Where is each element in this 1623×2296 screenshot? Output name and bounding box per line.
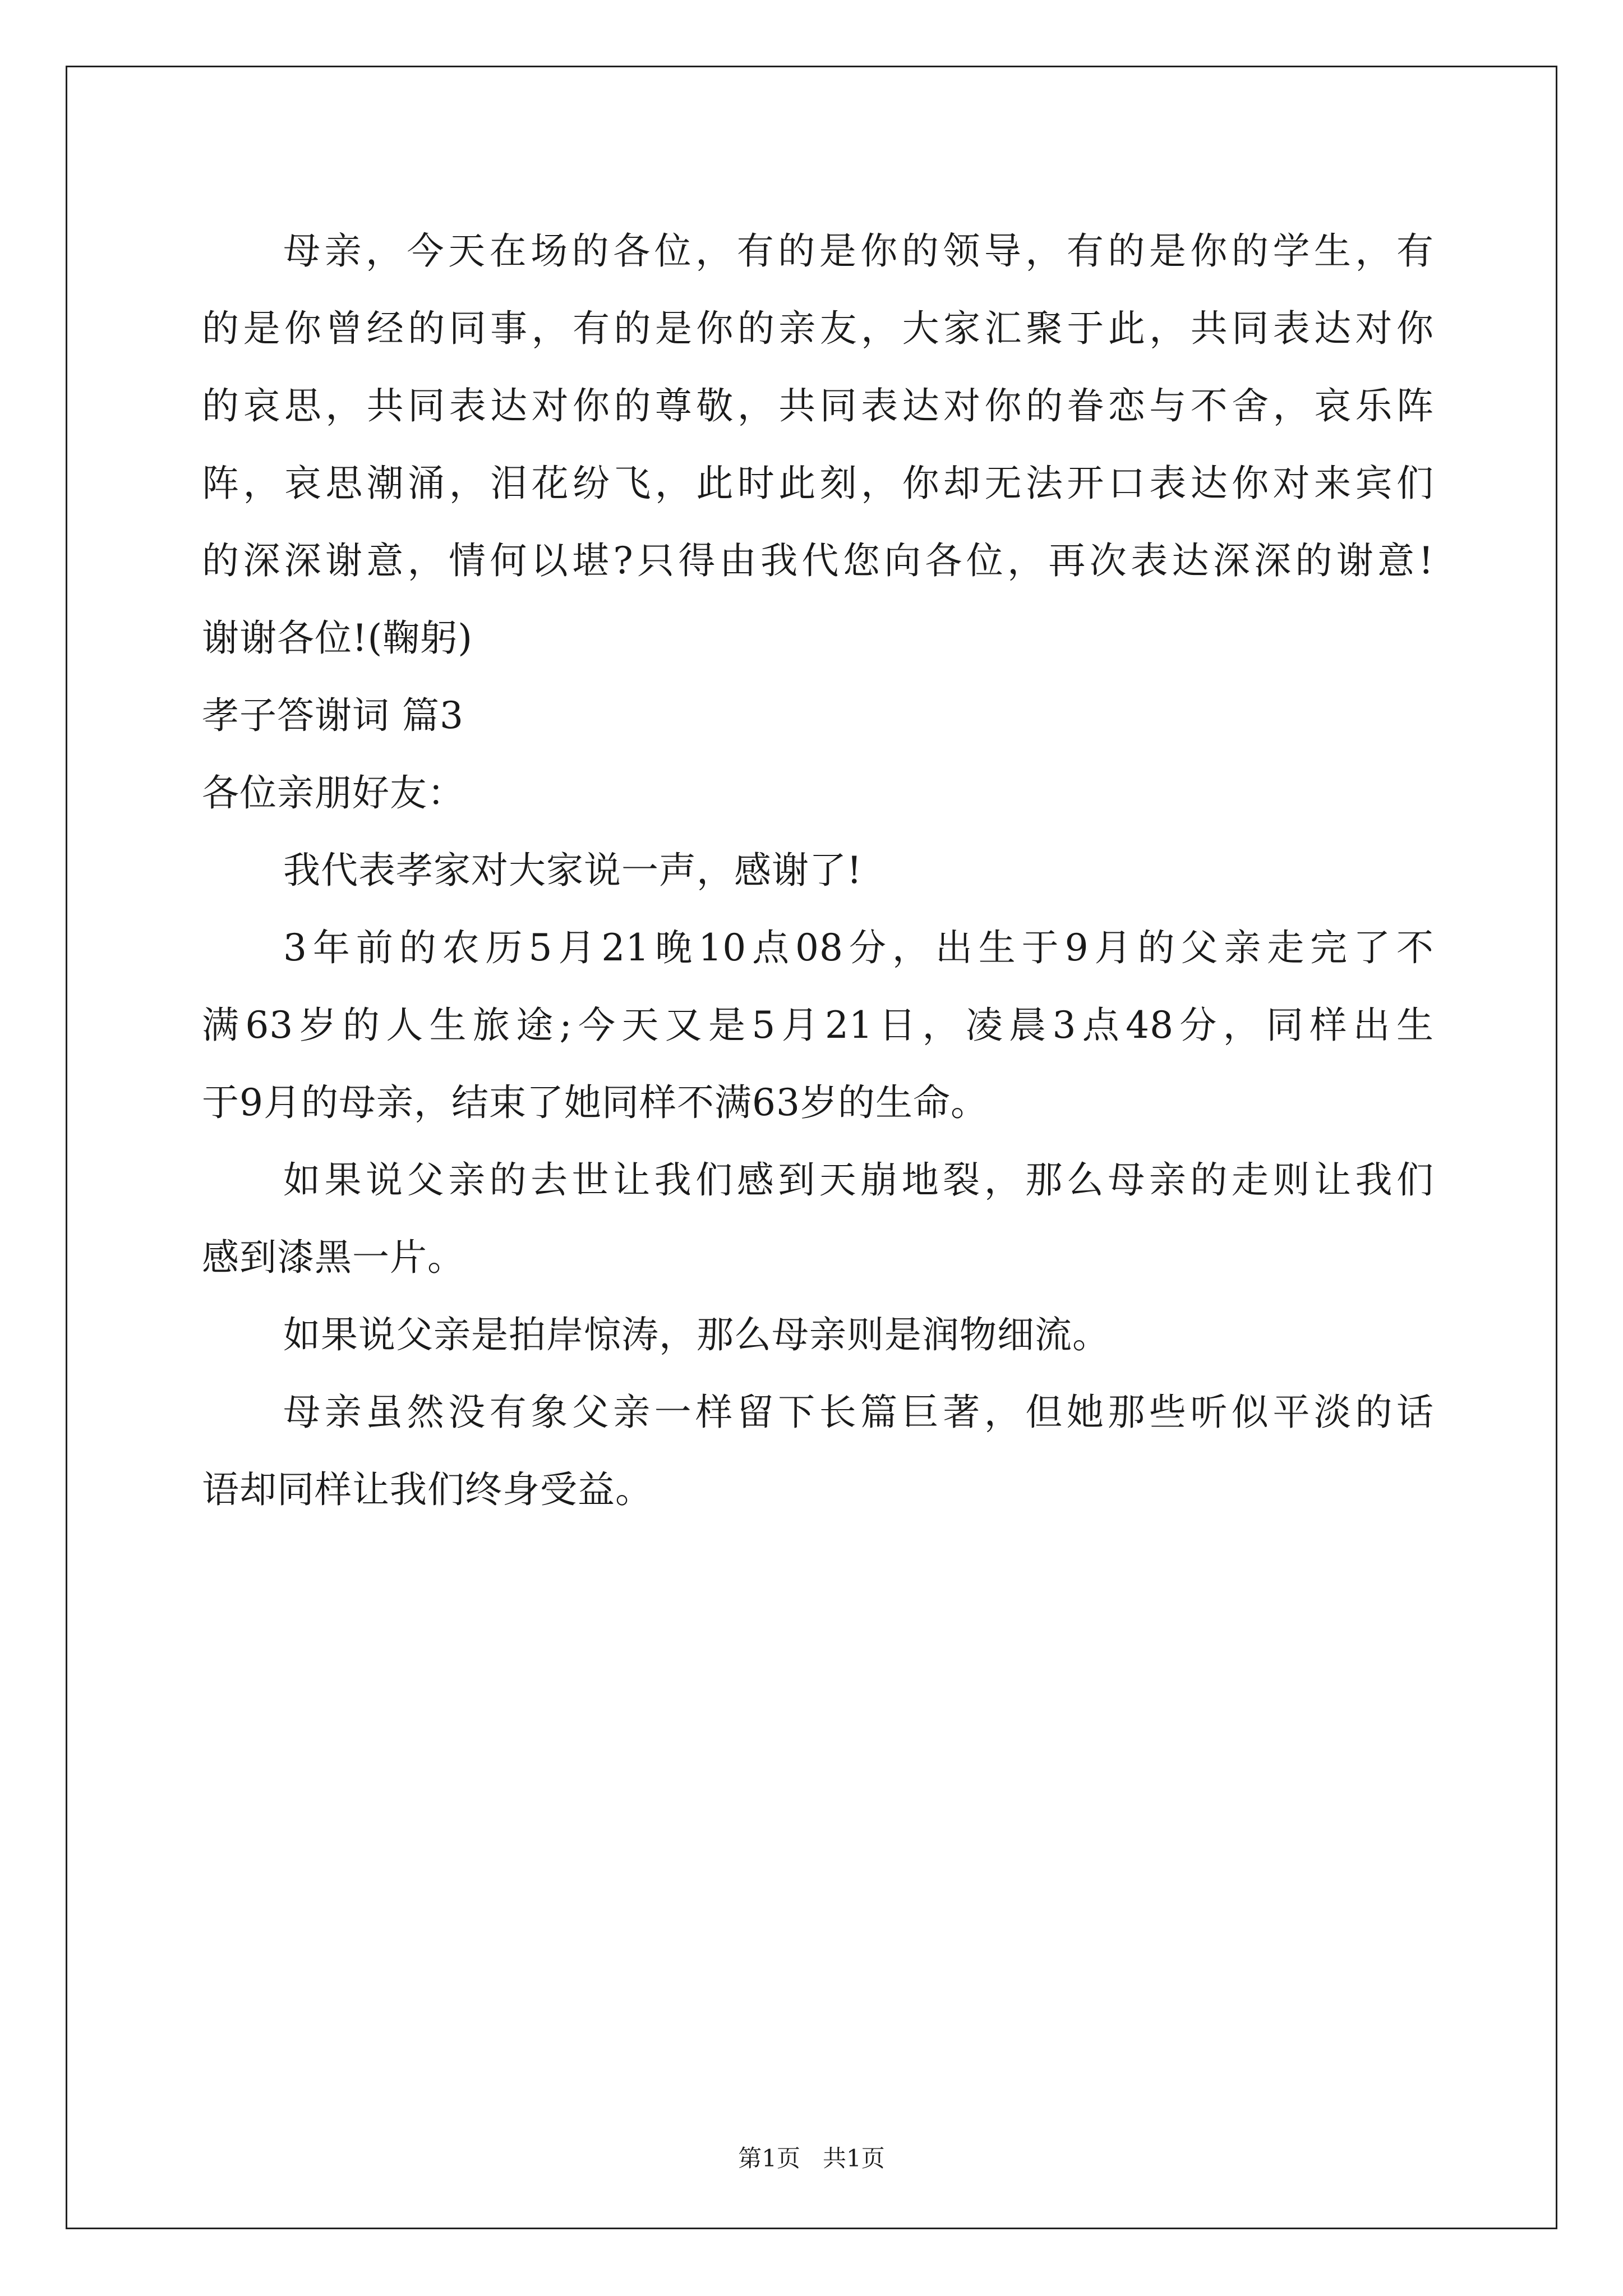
paragraph-line: 感到漆黑一片。 (202, 1236, 465, 1279)
paragraph-line: 的哀思，共同表达对你的尊敬，共同表达对你的眷恋与不舍，哀乐阵 (202, 384, 1434, 427)
paragraph-line: 满63岁的人生旅途;今天又是5月21日，凌晨3点48分，同样出生 (202, 1004, 1434, 1047)
paragraph-line: 谢谢各位!(鞠躬) (202, 616, 473, 660)
paragraph-line: 的是你曾经的同事，有的是你的亲友，大家汇聚于此，共同表达对你 (202, 307, 1434, 350)
paragraph-line: 于9月的母亲，结束了她同样不满63岁的生命。 (202, 1081, 988, 1124)
section-heading: 孝子答谢词 篇3 (202, 694, 464, 737)
paragraph-line: 阵，哀思潮涌，泪花纷飞，此时此刻，你却无法开口表达你对来宾们 (202, 462, 1434, 505)
paragraph-line: 母亲虽然没有象父亲一样留下长篇巨著，但她那些听似平淡的话 (283, 1391, 1434, 1434)
paragraph-line: 语却同样让我们终身受益。 (202, 1468, 653, 1511)
paragraph-line: 的深深谢意，情何以堪?只得由我代您向各位，再次表达深深的谢意! (202, 539, 1434, 582)
paragraph-line: 母亲，今天在场的各位，有的是你的领导，有的是你的学生，有 (283, 229, 1434, 273)
paragraph-line: 我代表孝家对大家说一声，感谢了! (283, 849, 863, 892)
paragraph-line: 如果说父亲是拍岸惊涛，那么母亲则是润物细流。 (283, 1313, 1110, 1356)
salutation: 各位亲朋好友： (202, 771, 465, 815)
paragraph-line: 如果说父亲的去世让我们感到天崩地裂，那么母亲的走则让我们 (283, 1158, 1434, 1202)
page-footer: 第1页 共1页 (738, 2145, 885, 2172)
paragraph-line: 3年前的农历5月21晚10点08分，出生于9月的父亲走完了不 (283, 926, 1434, 969)
